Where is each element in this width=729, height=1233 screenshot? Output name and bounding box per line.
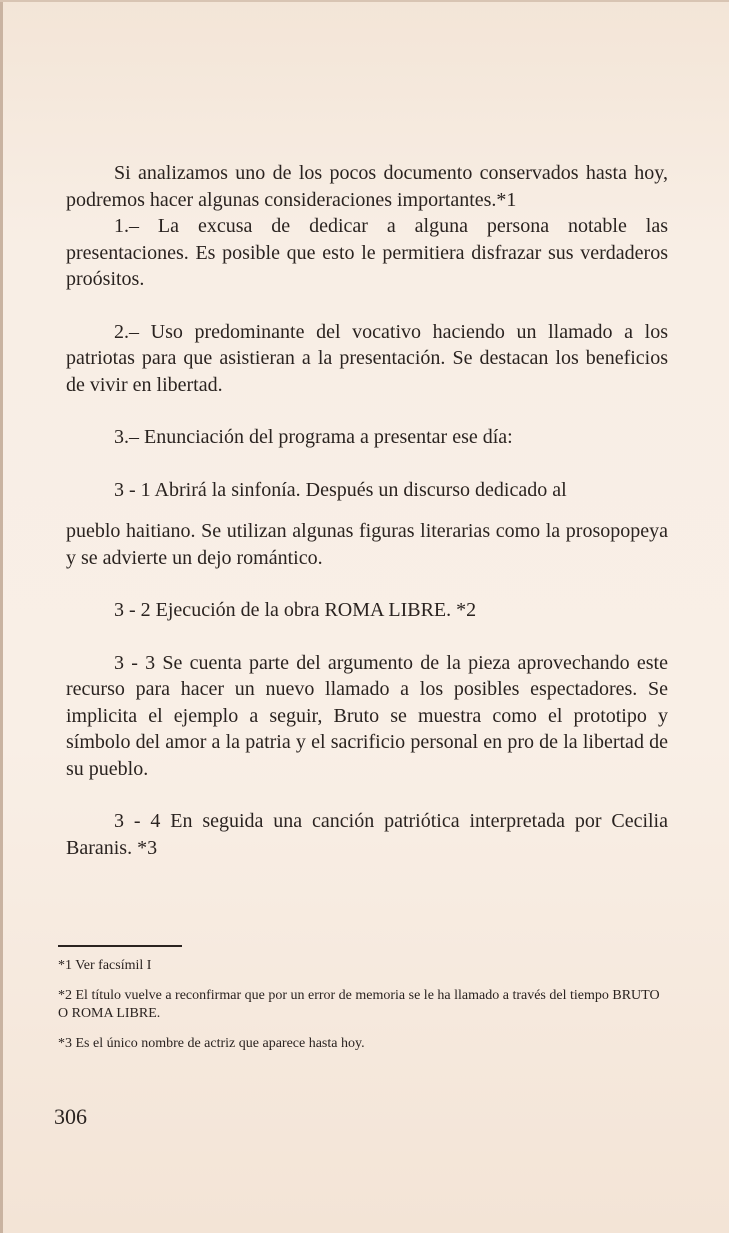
footnote-1: *1 Ver facsímil I xyxy=(58,958,152,973)
footnote-3: *3 Es el único nombre de actriz que aparece hasta hoy. xyxy=(58,1036,365,1051)
page-edge-top xyxy=(0,0,729,2)
paragraph-point-3-1-cont: pueblo haitiano. Se utilizan algunas figuras literarias como la prosopopeya y se advierte un dejo romántico. xyxy=(66,520,668,569)
body-text xyxy=(66,160,668,861)
page-edge-left xyxy=(0,0,3,1233)
footnotes xyxy=(58,957,668,1065)
paragraph-point-3-1: 3 - 1 Abrirá la sinfonía. Después un discurso dedicado al xyxy=(114,478,567,501)
paragraph-point-3-4: 3 - 4 En seguida una canción patriótica interpretada por Cecilia Baranis. *3 xyxy=(66,810,668,859)
paragraph-point-3: 3.– Enunciación del programa a presentar ese día: xyxy=(114,426,513,448)
paragraph-point-1: 1.– La excusa de dedicar a alguna persona notable las presentaciones. Es posible que esto le permitiera disfrazar sus verdaderos proósitos. xyxy=(66,215,668,290)
paragraph-point-2: 2.– Uso predominante del vocativo haciendo un llamado a los patriotas para que asistieran a la presentación. Se destacan los beneficios de vivir en libertad. xyxy=(66,320,668,396)
paragraph-intro: Si analizamos uno de los pocos documento conservados hasta hoy, podremos hacer algunas consideraciones importantes.*1 xyxy=(66,162,668,211)
page-number: 306 xyxy=(54,1104,87,1129)
footnote-2: *2 El título vuelve a reconfirmar que por un error de memoria se le ha llamado a través del tiempo BRUTO O ROMA LIBRE. xyxy=(58,988,660,1021)
paragraph-point-3-3: 3 - 3 Se cuenta parte del argumento de la pieza aprovechando este recurso para hacer un nuevo llamado a los posibles espectadores. Se implicita el ejemplo a seguir, Bruto se muestra como el prototipo y símbolo del amor a la patria y el sacrificio personal en pro de la libertad de su pueblo. xyxy=(66,651,668,780)
paragraph-point-3-2: 3 - 2 Ejecución de la obra ROMA LIBRE. *2 xyxy=(114,599,477,621)
footnote-divider xyxy=(58,945,182,947)
